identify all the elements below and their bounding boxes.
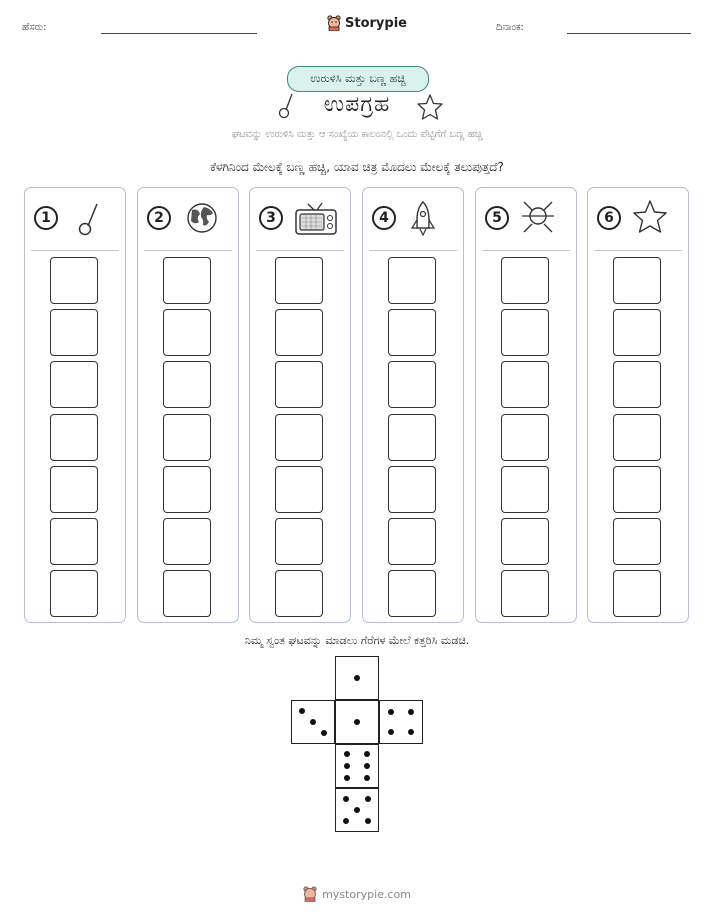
color-box[interactable] [50,361,98,408]
die-pip [388,709,394,715]
die-pip [364,775,370,781]
color-box[interactable] [275,570,323,617]
color-box[interactable] [50,309,98,356]
die-pip [344,751,350,757]
color-box[interactable] [501,257,549,304]
page-title: ಉಪಗ್ರಹ [323,92,391,117]
activity-pill: ಉರುಳಿಸಿ ಮತ್ತು ಬಣ್ಣ ಹಚ್ಚಿ [287,66,429,92]
die-face-1 [335,700,379,744]
column-number: 5 [485,206,509,230]
column-number: 3 [259,206,283,230]
question-text: ಕೆಳಗಿನಿಂದ ಮೇಲಕ್ಕೆ ಬಣ್ಣ ಹಚ್ಚಿ, ಯಾವ ಚಿತ್ರ ಮೊದಲು ಮೇಲಕ್ಕೆ ತಲುಪುತ್ತದೆ? [210,160,504,174]
color-box[interactable] [501,570,549,617]
antenna-dish-icon [67,198,115,238]
column-divider [256,250,344,251]
color-box[interactable] [501,361,549,408]
footer-url[interactable]: mystorypie.com [322,887,411,901]
die-pip [364,751,370,757]
die-pip [408,729,414,735]
antenna-dish-decoration-icon [275,92,297,120]
die-pip [365,818,371,824]
color-box[interactable] [501,466,549,513]
brand-name: Storypie [345,15,407,31]
column-2 [137,187,239,623]
color-box[interactable] [501,309,549,356]
color-box[interactable] [275,518,323,565]
column-6 [587,187,689,623]
color-box[interactable] [613,361,661,408]
column-3 [249,187,351,623]
die-pip [365,796,371,802]
color-box[interactable] [388,414,436,461]
die-face-5 [335,788,379,832]
color-box[interactable] [613,309,661,356]
die-face-3 [291,700,335,744]
color-box[interactable] [275,257,323,304]
die-pip [343,796,349,802]
color-box[interactable] [50,518,98,565]
name-line[interactable] [101,33,257,34]
color-box[interactable] [275,414,323,461]
color-box[interactable] [50,414,98,461]
color-box[interactable] [388,309,436,356]
footer [0,886,714,902]
die-pip [310,719,316,725]
color-box[interactable] [163,309,211,356]
column-1 [24,187,126,623]
color-box[interactable] [388,361,436,408]
die-pip [344,775,350,781]
color-box[interactable] [163,414,211,461]
column-number: 1 [34,206,58,230]
die-pip [408,709,414,715]
die-pip [388,729,394,735]
storypie-bear-icon [327,15,341,31]
die-pip [343,818,349,824]
star-decoration-icon [416,93,444,121]
color-box[interactable] [388,570,436,617]
storypie-footer-bear-icon [303,886,317,902]
retro-tv-icon [292,198,340,238]
color-box[interactable] [163,361,211,408]
column-divider [144,250,232,251]
color-box[interactable] [163,518,211,565]
earth-globe-icon [180,198,228,238]
color-box[interactable] [50,570,98,617]
color-box[interactable] [501,518,549,565]
die-face-6 [335,744,379,788]
rocket-icon [405,198,453,238]
color-box[interactable] [613,570,661,617]
column-number: 6 [597,206,621,230]
color-box[interactable] [388,518,436,565]
color-box[interactable] [275,466,323,513]
die-pip [364,763,370,769]
die-pip [354,807,360,813]
instructions-subtitle: ಘಟವನ್ನು ಉರುಳಿಸಿ ಮತ್ತು ಆ ಸಂಖ್ಯೆಯ ಕಾಲಂನಲ್ಲಿ ಒಂದು ಪೆಟ್ಟಿಗೆಗೆ ಬಣ್ಣ ಹಚ್ಚಿ [231,129,483,140]
die-pip [354,719,360,725]
color-box[interactable] [613,257,661,304]
die-face-4 [379,700,423,744]
name-label: ಹೆಸರು: [22,22,47,33]
column-5 [475,187,577,623]
color-box[interactable] [275,361,323,408]
color-box[interactable] [388,466,436,513]
die-pip [321,730,327,736]
die-pip [299,708,305,714]
color-box[interactable] [613,414,661,461]
column-divider [594,250,682,251]
color-box[interactable] [275,309,323,356]
die-instruction: ನಿಮ್ಮ ಸ್ವಂತ ಘಟವನ್ನು ಮಾಡಲು ಗೆರೆಗಳ ಮೇಲೆ ಕತ್ತರಿಸಿ ಮಡಚಿ. [244,634,470,647]
color-box[interactable] [501,414,549,461]
column-number: 2 [147,206,171,230]
date-line[interactable] [567,33,691,34]
brand-logo [327,15,407,31]
die-pip [344,763,350,769]
satellite-icon [518,198,566,238]
color-box[interactable] [163,570,211,617]
column-divider [31,250,119,251]
color-box[interactable] [613,466,661,513]
column-divider [369,250,457,251]
die-face-1 [335,656,379,700]
column-divider [482,250,570,251]
color-box[interactable] [50,257,98,304]
star-icon [630,198,678,238]
color-box[interactable] [388,257,436,304]
color-box[interactable] [50,466,98,513]
die-pip [354,675,360,681]
color-box[interactable] [613,518,661,565]
date-label: ದಿನಾಂಕ: [496,22,524,33]
column-4 [362,187,464,623]
color-box[interactable] [163,257,211,304]
column-number: 4 [372,206,396,230]
color-box[interactable] [163,466,211,513]
